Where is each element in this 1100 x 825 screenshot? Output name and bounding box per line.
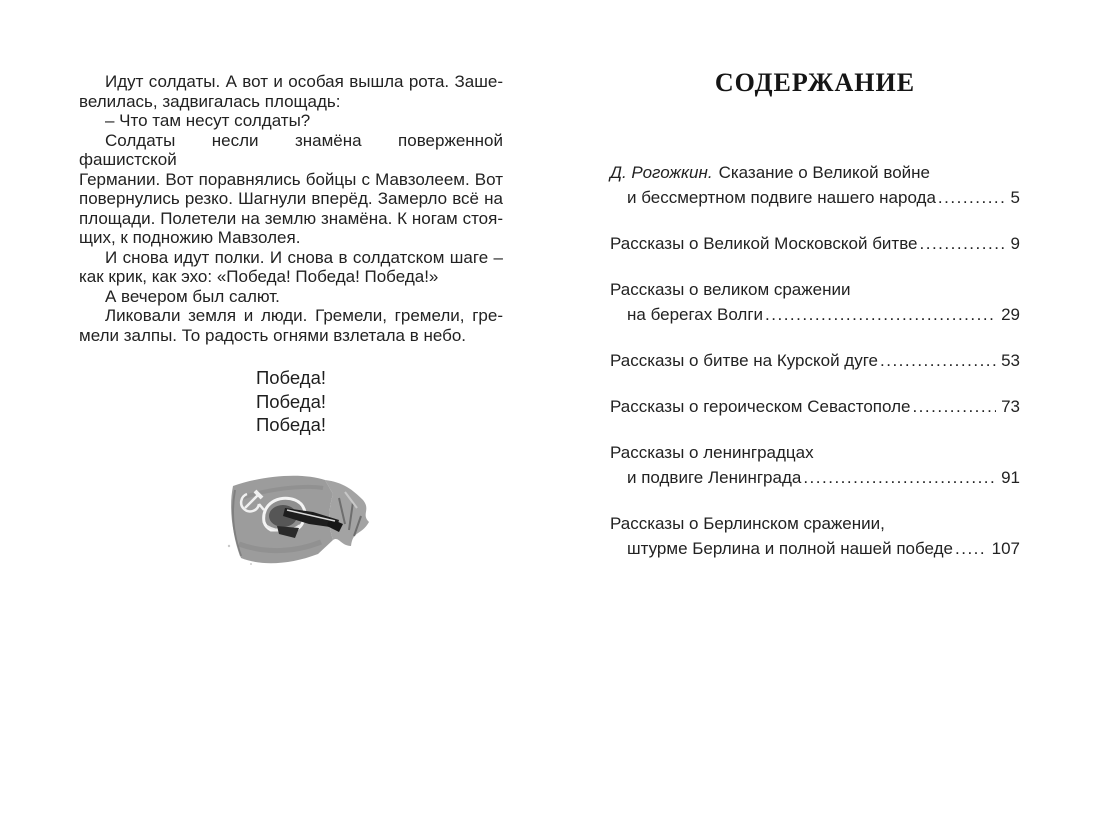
illustration-container [79,472,503,567]
victory-exclamation-block [79,366,503,437]
paint-speckle [227,544,229,546]
toc-entry [610,440,1020,490]
toc-entry-title: Рассказы о битве на Курской дуге [610,351,878,370]
story-line: Идут солдаты. А вот и особая вышла рота. Заше- [105,72,503,91]
victory-line: Победа! [255,390,327,412]
story-line: велилась, задвигалась площадь: [79,91,341,111]
toc-page-number: 73 [1001,397,1020,416]
story-line: Ликовали земля и люди. Гремели, гремели, гре- [105,306,503,325]
toc-page-number: 107 [991,539,1020,558]
toc-page-number: 29 [1001,305,1020,324]
toc-entry [610,394,1020,419]
dot-leader [765,302,996,327]
toc-entry-title-cont: на берегах Волги [627,305,764,324]
left-page [79,72,503,567]
story-text [79,72,503,345]
toc-entry-title: Рассказы о великом сражении [610,280,851,299]
toc-page-number: 9 [1010,234,1020,253]
toc-entry [610,511,1020,561]
toc-entry-author: Д. Рогожкин. [610,163,713,182]
victory-banner-illustration [221,472,376,567]
toc-entry-title: Рассказы о героическом Севастополе [610,397,911,416]
story-line: как крик, как эхо: «Победа! Победа! Победа!» [79,267,439,286]
story-line: Германии. Вот поравнялись бойцы с Мавзолеем. Вот [79,169,503,189]
dot-leader [912,394,996,419]
toc-entry-title: Рассказы о Великой Московской битве [610,234,918,253]
toc-entry-title-cont: и бессмертном подвиге нашего народа [627,188,936,207]
toc-entry [610,348,1020,373]
toc-entry-title: Рассказы о Берлинском сражении, [610,514,885,533]
story-line: А вечером был салют. [105,286,280,306]
story-line: мели залпы. То радость огнями взлетала в небо. [79,325,467,345]
paint-speckle [250,563,252,565]
story-line: щих, к подножию Мавзолея. [79,228,301,247]
toc-entry [610,277,1020,327]
toc-entry-title-cont: и подвиге Ленинграда [627,468,802,487]
toc-entry-title: Сказание о Великой войне [718,163,930,182]
story-line: повернулись резко. Шагнули вперёд. Замерло всё на [79,189,503,208]
dot-leader [920,231,1006,256]
victory-line: Победа! [255,367,327,388]
story-line: Солдаты несли знамёна поверженной фашистской [79,130,503,169]
toc-entry-title: Рассказы о ленинградцах [610,443,814,462]
story-line: – Что там несут солдаты? [105,111,311,130]
toc-entry-title-cont: штурме Берлина и полной нашей победе [627,539,954,558]
victory-line: Победа! [255,414,327,435]
dot-leader [803,465,996,490]
right-page [610,68,1020,582]
dot-leader [955,536,987,561]
toc-page-number: 53 [1001,351,1020,370]
dot-leader [880,348,996,373]
story-line: площади. Полетели на землю знамёна. К ногам стоя- [79,208,503,228]
dot-leader [938,185,1006,210]
story-line: И снова идут полки. И снова в солдатском шаге – [105,247,503,267]
toc-entry [610,160,1020,210]
toc-entry [610,231,1020,256]
toc-list [610,160,1020,561]
toc-page-number: 91 [1001,468,1020,487]
toc-page-number: 5 [1010,188,1020,207]
toc-title: СОДЕРЖАНИЕ [714,68,916,97]
